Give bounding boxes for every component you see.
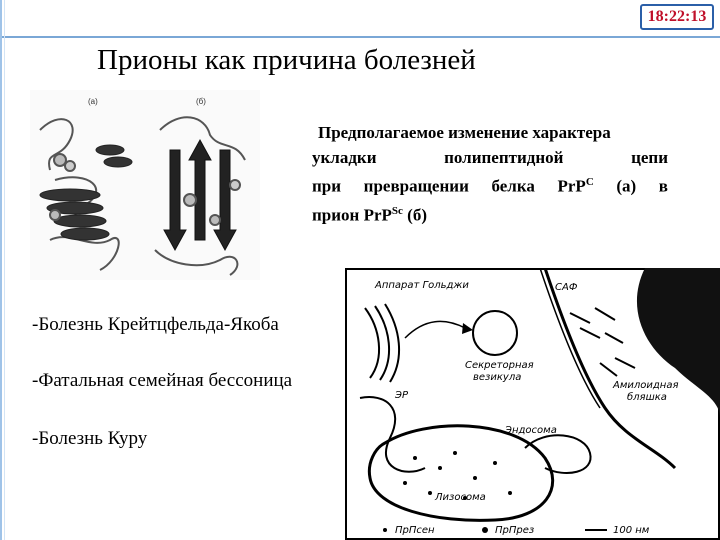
- label-vesicle: везикула: [473, 372, 522, 383]
- caption-line-2: укладки полипептидной цепи: [312, 148, 668, 167]
- figure-label-a: (а): [88, 97, 98, 106]
- label-er: ЭР: [395, 390, 409, 401]
- label-endosome: Эндосома: [505, 425, 557, 436]
- label-golgi: Аппарат Гольджи: [375, 280, 469, 291]
- disease-item-ffi: -Фатальная семейная бессоница: [32, 370, 293, 391]
- left-border-inner: [4, 0, 5, 540]
- cell-diagram-figure: [345, 268, 720, 540]
- disease-item-cjd: -Болезнь Крейтцфельда-Якоба: [32, 314, 279, 335]
- label-amyloid: Амилоидная: [613, 380, 679, 391]
- label-lysosome: Лизосома: [435, 492, 486, 503]
- legend-prpres: ПрПрез: [495, 525, 535, 536]
- disease-item-kuru: -Болезнь Куру: [32, 428, 148, 449]
- left-border: [0, 0, 2, 540]
- legend-prpsen: ПрПсен: [395, 525, 435, 536]
- label-caf: САФ: [555, 282, 578, 293]
- legend-dot-prpsen: [383, 528, 387, 532]
- caption-line-3-end: (а) в: [593, 176, 668, 196]
- header-divider: [0, 36, 720, 38]
- caption-line-3-text: при превращении белка Pr: [312, 176, 576, 196]
- slide-header: [0, 0, 720, 40]
- clock-display: 18:22:13: [640, 4, 714, 30]
- caption-p-letter: P: [575, 176, 586, 196]
- label-secretory: Секреторная: [465, 360, 534, 371]
- slide-title: Прионы как причина болезней: [97, 44, 476, 76]
- caption-line-4-text: прион PrP: [312, 205, 392, 225]
- protein-prpc-structure: [40, 119, 132, 270]
- protein-structure-figure: [30, 90, 260, 280]
- label-amyloid-2: бляшка: [627, 392, 667, 403]
- caption-sup-sc: Sc: [391, 204, 403, 217]
- figure-caption: [312, 120, 668, 227]
- legend-dot-prpres: [482, 527, 488, 533]
- caption-line-4: [312, 199, 668, 228]
- legend-scale: 100 нм: [613, 525, 650, 536]
- caption-line-4-end: (б): [402, 205, 427, 225]
- caption-line-3: [312, 170, 668, 199]
- caption-line-1: Предполагаемое изменение характера: [318, 123, 611, 142]
- figure-label-b: (б): [196, 97, 206, 106]
- protein-prpsc-structure: [155, 117, 245, 275]
- caption-sup-c: C: [585, 176, 594, 188]
